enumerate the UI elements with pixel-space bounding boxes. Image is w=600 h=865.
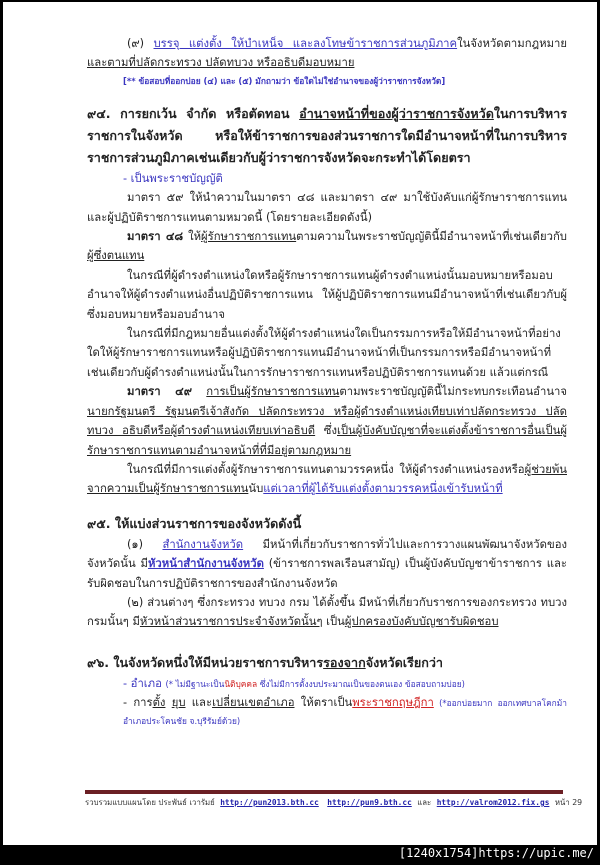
bullet-establish bbox=[87, 694, 567, 730]
page-number: หน้า 29 bbox=[554, 798, 583, 807]
text: ในจังหวัดตามกฎหมาย bbox=[457, 37, 567, 50]
text: (๒) ส่วนต่างๆ ซึ่งกระทรวง ทบวง กรม ได้ตั้งขึ้น มีหน้าที่เกี่ยวกับราชการของกระทรวง ทบวง กรมนั้นๆ มี bbox=[87, 595, 567, 629]
paragraph bbox=[87, 460, 567, 499]
highlight-link: หัวหน้าสำนักงานจังหวัด bbox=[147, 557, 264, 571]
footer-credit: รวบรวมแบบแผนโดย ประพันธ์ เวารัมย์ bbox=[85, 798, 215, 807]
note-text: ซึ่งไม่มีการตั้งงบประมาณเป็นของตนเอง ข้อสอบถามบ่อย) bbox=[257, 678, 465, 689]
paragraph: ในกรณีที่ผู้ดำรงตำแหน่งใดหรือผู้รักษาราชการแทนผู้ดำรงตำแหน่งนั้นมอบหมายหรือมอบอำนาจให้ผู้ดำรงตำแหน่งอื่นปฏิบัติราชการแทน ให้ผู้ปฏิบัติราชการแทนมีอำนาจหน้าที่เช่นเดียวกับผู้ซึ่งมอบหมายหรือมอบอำนาจ bbox=[87, 268, 567, 321]
exam-note: [** ข้อสอบที่ออกบ่อย (๔) และ (๕) มักถามว่า ข้อใดไม่ใช่อำนาจของผู้ว่าราชการจังหวัด] bbox=[123, 75, 446, 86]
text: ในการบริหารราชการในจังหวัด หรือให้ข้าราชการของส่วนราชการใดมีอำนาจหน้าที่ในการบริหารราชการส่วนภูมิภาคเช่นเดียวกับผู้ว่าราชการจังหวัดจะกระทำได้โดยตรา bbox=[87, 105, 567, 165]
section-96-heading bbox=[87, 652, 567, 674]
text: ให้ตราเป็น bbox=[294, 696, 353, 710]
text: ซึ่ง bbox=[315, 424, 337, 438]
item-7 bbox=[87, 34, 567, 73]
text: ตามพระราชบัญญัตินี้ไม่กระทบกระเทือนอำนาจ bbox=[339, 385, 567, 399]
item-2 bbox=[87, 593, 567, 632]
text: ในกรณีที่มีการแต่งตั้งผู้รักษาราชการแทนตามวรรคหนึ่ง ให้ผู้ดำรงตำแหน่งรองหรือ bbox=[127, 462, 525, 476]
highlight-link: แต่เวลาที่ผู้ได้รับแต่งตั้งตามวรรคหนึ่งเข้ารับหน้าที่ bbox=[263, 482, 503, 496]
paragraph: ในกรณีที่มีกฎหมายอื่นแต่งตั้งให้ผู้ดำรงตำแหน่งใดเป็นกรรมการหรือให้มีอำนาจหน้าที่อย่างใดให้ผู้รักษาราชการแทนหรือผู้ปฏิบัติราชการแทนมีอำนาจหน้าที่เป็นกรรมการหรือมีอำนาจหน้าที่เช่นเดียวกับผู้ดำรงตำแหน่งนั้นในการรักษาราชการแทนหรือปฏิบัติราชการแทนด้วย แล้วแต่กรณี bbox=[87, 327, 561, 379]
text: - อำเภอ bbox=[123, 676, 166, 690]
note-text: (*ออกบ่อยมาก ออกเทศบาลโคกม้า อำเภอประโคนชัย จ.บุรีรัมย์ด้วย) bbox=[123, 698, 567, 727]
text: เป็น bbox=[322, 615, 345, 629]
highlight-link: บรรจุ แต่งตั้ง ให้บำเหน็จ และลงโทษข้าราชการส่วนภูมิภาค bbox=[153, 37, 458, 50]
footer-link-2[interactable]: http://pun9.bth.cc bbox=[327, 798, 412, 807]
underlined-text: เปลี่ยนเขตอำเภอ bbox=[212, 696, 295, 710]
text: มีหน้าที่เกี่ยวกับราชการทั่วไปและการวางแผนพัฒนาจังหวัดของจังหวัดนั้น มี bbox=[87, 537, 568, 571]
section-label: มาตรา ๔๘ bbox=[127, 230, 184, 244]
footer-link-1[interactable]: http://pun2013.bth.cc bbox=[220, 798, 319, 807]
text: - การ bbox=[123, 696, 153, 710]
note-highlight: นิติบุคคล bbox=[224, 678, 258, 689]
underlined-text: ยุบ bbox=[171, 696, 186, 710]
text: (ข้าราชการพลเรือนสามัญ) เป็นผู้บังคับบัญชาข้าราชการ และรับผิดชอบในการปฏิบัติราชการของสำนักงานจังหวัด bbox=[87, 557, 567, 590]
section-48 bbox=[87, 227, 567, 266]
bullet-amphoe bbox=[87, 674, 567, 694]
underlined-text: อำนาจหน้าที่ของผู้ว่าราชการจังหวัด bbox=[299, 105, 494, 121]
text bbox=[192, 385, 206, 398]
text: นับ bbox=[248, 482, 264, 496]
underlined-text: ผู้ปกครองบังคับบัญชารับผิดชอบ bbox=[344, 615, 499, 629]
section-94-heading bbox=[87, 103, 567, 169]
text: (๑) bbox=[127, 537, 163, 551]
text: ๙๖. ในจังหวัดหนึ่งให้มีหน่วยราชการบริหาร bbox=[87, 654, 324, 670]
underlined-text: หัวหน้าส่วนราชการประจำจังหวัดนั้นๆ bbox=[139, 615, 323, 629]
item-number: (๙) bbox=[127, 37, 154, 50]
underlined-text: เป็นผู้บังคับบัญชาที่จะแต่งตั้งข้าราชการอื่นเป็นผู้รักษาราชการแทนตามอำนาจหน้าที่ที่มีอยู่ตามกฎหมาย bbox=[87, 424, 567, 457]
text: ๙๔. การยกเว้น จำกัด หรือตัดทอน bbox=[87, 105, 300, 121]
underlined-text: และตามที่ปลัดกระทรวง ปลัดทบวง หรืออธิบดีมอบหมาย bbox=[87, 56, 355, 70]
text: ตามความในพระราชบัญญัตินี้มีอำนาจหน้าที่เช่นเดียวกับ bbox=[296, 230, 567, 244]
document-body bbox=[87, 34, 567, 730]
document-page bbox=[3, 2, 597, 845]
item-1 bbox=[87, 535, 567, 593]
text: จังหวัดเรียกว่า bbox=[365, 654, 443, 670]
text: ให้ bbox=[183, 230, 202, 244]
highlight-red: พระราชกฤษฎีกา bbox=[352, 696, 434, 710]
underlined-text: ผู้ช่วยพ้นจากความเป็นผู้รักษาราชการแทน bbox=[87, 462, 567, 496]
section-95-heading: ๙๕. ให้แบ่งส่วนราชการของจังหวัดดังนี้ bbox=[87, 515, 302, 531]
underlined-text: ผู้ซึ่งตนแทน bbox=[87, 249, 145, 263]
footer-rule bbox=[85, 790, 563, 794]
bullet-act: - เป็นพระราชบัญญัติ bbox=[123, 171, 223, 185]
text: และ bbox=[185, 696, 213, 710]
footer-link-3[interactable]: http://valrom2012.fix.gs bbox=[436, 798, 550, 807]
underlined-text: ผู้รักษาราชการแทน bbox=[201, 230, 297, 244]
note-text: (* ไม่มีฐานะเป็น bbox=[165, 678, 225, 689]
underlined-text: ตั้ง bbox=[152, 696, 166, 710]
highlight-link: สำนักงานจังหวัด bbox=[162, 537, 244, 551]
footer bbox=[85, 797, 582, 809]
footer-and: และ bbox=[417, 798, 432, 807]
section-label: มาตรา ๔๙ bbox=[127, 385, 192, 399]
section-59: มาตรา ๕๙ ให้นำความในมาตรา ๔๘ และมาตรา ๔๙ มาใช้บังคับแก่ผู้รักษาราชการแทนและผู้ปฏิบัติราชการแทนตามหมวดนี้ (โดยรายละเอียดดังนี้) bbox=[87, 191, 567, 224]
underlined-text: นายกรัฐมนตรี รัฐมนตรีเจ้าสังกัด ปลัดกระทรวง หรือผู้ดำรงตำแหน่งเทียบเท่าปลัดกระทรวง ปลัดทบวง อธิบดีหรือผู้ดำรงตำแหน่งเทียบเท่าอธิบดี bbox=[87, 404, 567, 438]
image-host-stamp: [1240x1754]https://upic.me/ bbox=[398, 846, 594, 860]
underlined-text: รองจาก bbox=[323, 654, 366, 670]
underlined-text: การเป็นผู้รักษาราชการแทน bbox=[206, 385, 340, 399]
section-49 bbox=[87, 382, 567, 460]
